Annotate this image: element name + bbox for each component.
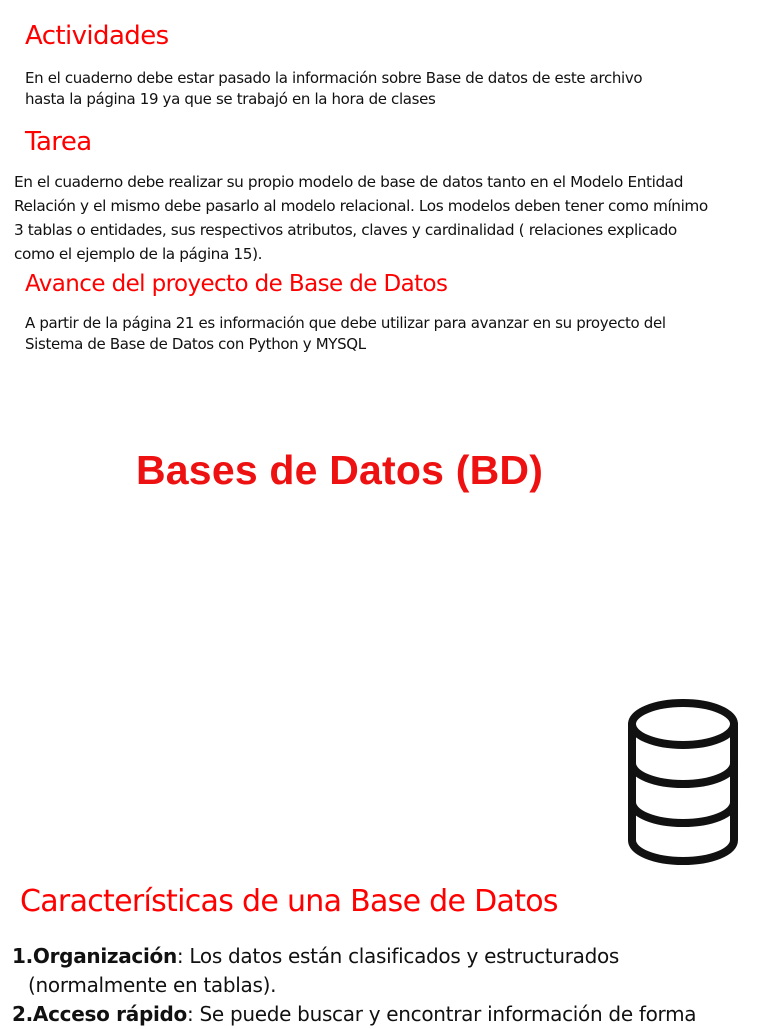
- caracteristicas-list: [12, 942, 762, 1029]
- item-term: Acceso rápido: [32, 1002, 187, 1026]
- list-item: [12, 942, 762, 1000]
- item-term: Organización: [32, 944, 177, 968]
- tarea-line: En el cuaderno debe realizar su propio modelo de base de datos tanto en el Modelo Entidad: [14, 173, 684, 191]
- item-text-continued: (normalmente en tablas).: [28, 973, 277, 997]
- actividades-line: hasta la página 19 ya que se trabajó en la hora de clases: [25, 90, 436, 108]
- item-text: : Los datos están clasificados y estructurados: [176, 944, 620, 968]
- tarea-heading: Tarea: [25, 127, 92, 157]
- actividades-line: En el cuaderno debe estar pasado la información sobre Base de datos de este archivo: [25, 69, 643, 87]
- database-icon: [626, 698, 740, 866]
- avance-paragraph: [25, 313, 745, 355]
- item-number: 1.: [12, 944, 33, 968]
- slide-title: Bases de Datos (BD): [136, 447, 544, 493]
- caracteristicas-heading: Características de una Base de Datos: [20, 884, 558, 919]
- avance-heading: Avance del proyecto de Base de Datos: [25, 271, 448, 297]
- item-number: 2.: [12, 1002, 33, 1026]
- actividades-paragraph: [25, 68, 745, 110]
- avance-line: A partir de la página 21 es información que debe utilizar para avanzar en su proyecto del: [25, 314, 666, 332]
- item-text: : Se puede buscar y encontrar información de forma: [186, 1002, 697, 1026]
- tarea-line: 3 tablas o entidades, sus respectivos atributos, claves y cardinalidad ( relaciones explicado: [14, 221, 677, 239]
- tarea-line: Relación y el mismo debe pasarlo al modelo relacional. Los modelos deben tener como mínimo: [14, 197, 708, 215]
- list-item: [12, 1000, 762, 1029]
- actividades-heading: Actividades: [25, 21, 169, 51]
- avance-line: Sistema de Base de Datos con Python y MYSQL: [25, 335, 366, 353]
- tarea-paragraph: [14, 170, 764, 266]
- tarea-line: como el ejemplo de la página 15).: [14, 245, 263, 263]
